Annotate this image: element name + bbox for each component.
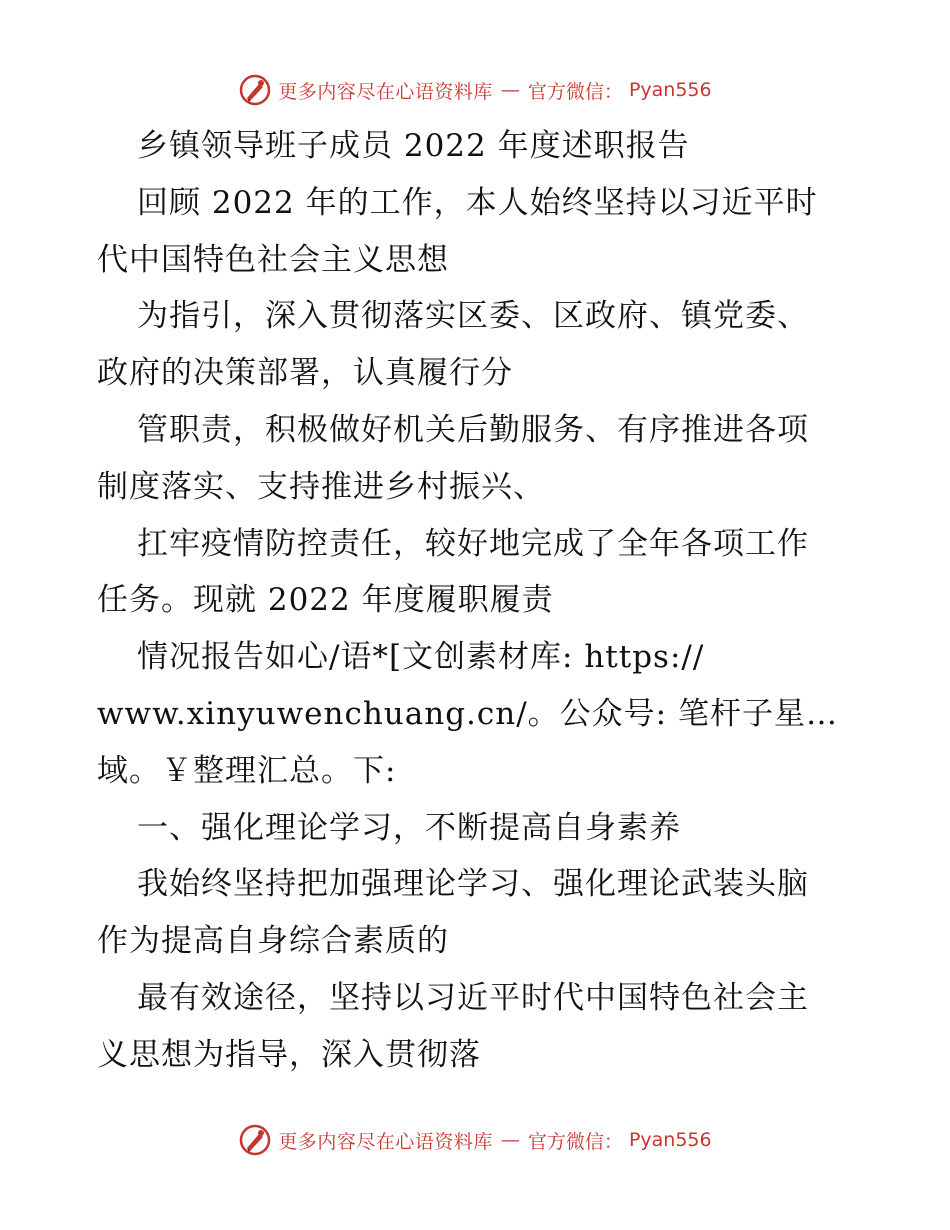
paragraph-line: 任务。现就 2022 年度履职履责	[97, 582, 554, 619]
section-heading: 一、强化理论学习，不断提高自身素养	[137, 809, 681, 846]
document-title: 乡镇领导班子成员 2022 年度述职报告	[137, 128, 690, 164]
pen-logo-icon	[238, 73, 272, 107]
paragraph-line: www.xinyuwenchuang.cn/。公众号: 笔杆子星…	[97, 695, 838, 732]
paragraph-line: 为指引，深入贯彻落实区委、区政府、镇党委、	[137, 298, 809, 335]
paragraph-line: 作为提高自身综合素质的	[97, 923, 449, 960]
footer-banner	[0, 1120, 950, 1160]
banner-site-text: 更多内容尽在心语资料库	[278, 80, 493, 103]
paragraph-line: 情况报告如心/语*[文创素材库: https://	[137, 639, 705, 676]
document-body	[97, 118, 857, 1084]
paragraph-line: 政府的决策部署，认真履行分	[97, 355, 513, 392]
banner-separator: —	[500, 1129, 520, 1151]
pen-logo-icon	[238, 1123, 272, 1157]
banner-separator: —	[500, 79, 520, 101]
paragraph-line: 制度落实、支持推进乡村振兴、	[97, 468, 545, 505]
banner-wechat-label: 官方微信：	[527, 1130, 623, 1153]
banner-wechat-id: Pyan556	[628, 79, 712, 101]
paragraph-line: 代中国特色社会主义思想	[97, 241, 449, 278]
banner-wechat-id: Pyan556	[628, 1129, 712, 1151]
banner-site-text: 更多内容尽在心语资料库	[278, 1130, 493, 1153]
paragraph-line: 扛牢疫情防控责任，较好地完成了全年各项工作	[137, 525, 809, 562]
paragraph-line: 管职责，积极做好机关后勤服务、有序推进各项	[137, 411, 809, 448]
paragraph-line: 最有效途径，坚持以习近平时代中国特色社会主	[137, 979, 809, 1016]
banner-wechat-label: 官方微信：	[527, 80, 623, 103]
header-banner	[0, 70, 950, 110]
paragraph-line: 义思想为指导，深入贯彻落	[97, 1036, 481, 1073]
paragraph-line: 域。￥整理汇总。下:	[97, 752, 397, 789]
paragraph-line: 回顾 2022 年的工作，本人始终坚持以习近平时	[137, 184, 818, 221]
paragraph-line: 我始终坚持把加强理论学习、强化理论武装头脑	[137, 866, 809, 903]
